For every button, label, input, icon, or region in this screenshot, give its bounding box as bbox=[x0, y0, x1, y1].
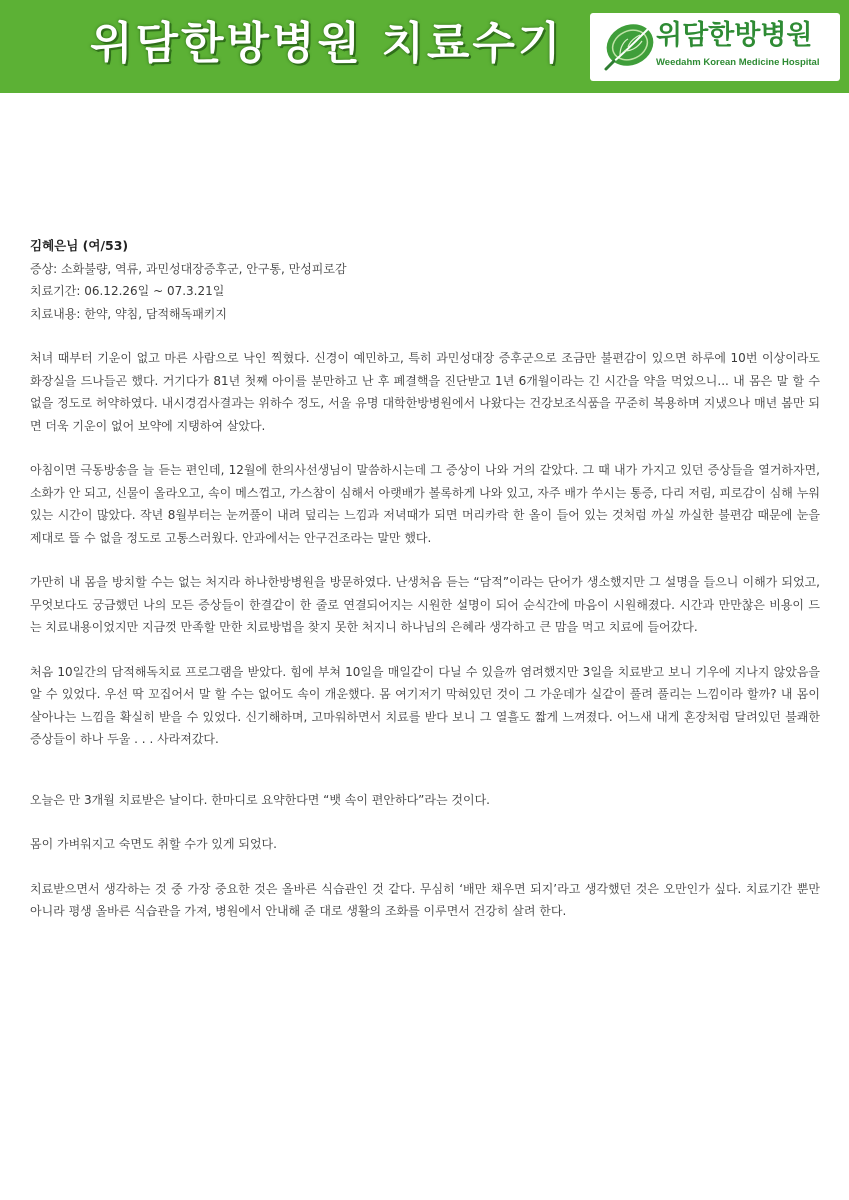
paragraph-treatment: 처음 10일간의 담적해독치료 프로그램을 받았다. 힘에 부쳐 10일을 매일같이 다닐 수 있을까 염려했지만 3일을 치료받고 보니 기우에 지나지 않았음을 알 수 있었다. 우선 딱 꼬집어서 말 할 수는 없어도 속이 개운했다. 몸 여기저기 막혀있던 것이 그 가운데가 실같이 풀려 풀리는 느낌이라 할까? 내 몸이 살아나는 느낌을 확실히 받을 수 있었다. 신기해하며, 고마워하면서 치료를 받다 보니 그 열흘도 짧게 느껴졌다. 어느새 내게 혼장처럼 달려있던 불쾌한 증상들이 하나 두울 . . . 사라져갔다. bbox=[30, 664, 820, 746]
paragraph-history: 처녀 때부터 기운이 없고 마른 사람으로 낙인 찍혔다. 신경이 예민하고, 특히 과민성대장 증후군으로 조금만 불편감이 있으면 하루에 10번 이상이라도 화장실을 드나들곤 했다. 거기다가 81년 첫째 아이를 분만하고 난 후 폐결핵을 진단받고 1년 6개월이라는 긴 시간을 약을 먹었으니... 내 몸은 말 할 수 없을 정도로 허약하였다. 내시경검사결과는 위하수 정도, 서울 유명 대학한방병원에서 나왔다는 건강보조식품을 꾸준히 복용하며 지냈으나 매년 봄만 되면 더욱 기운이 없어 보약에 지탱하여 살았다. bbox=[30, 351, 820, 433]
paragraph-symptoms: 아침이면 극동방송을 늘 듣는 편인데, 12월에 한의사선생님이 말씀하시는데 그 증상이 나와 거의 같았다. 그 때 내가 가지고 있던 증상들을 열거하자면, 소화가 안 되고, 신물이 올라오고, 속이 메스껍고, 가스참이 심해서 아랫배가 볼록하게 나와 있고, 자주 배가 쑤시는 통증, 다리 저림, 피로감이 심해 누워있는 시간이 많았다. 작년 8월부터는 눈꺼풀이 내려 덮리는 느낌과 저녁때가 되면 머리카락 한 올이 들어 있는 것처럼 까실 까실한 불편감 때문에 눈을 제대로 뜰 수 없을 정도로 고통스러웠다. 안과에서는 안구건조라는 말만 했다. bbox=[30, 463, 820, 545]
paragraph-visit: 가만히 내 몸을 방치할 수는 없는 처지라 하나한방병원을 방문하였다. 난생처음 듣는 “담적”이라는 단어가 생소했지만 그 설명을 들으니 이해가 되었고, 무엇보다도 궁금했던 나의 모든 증상들이 한결같이 한 줄로 연결되어지는 시원한 설명이 되어 순식간에 마음이 시원해졌다. 시간과 만만찮은 비용이 드는 치료내용이었지만 지금껏 만족할 만한 치료방법을 찾지 못한 처지니 하나님의 은혜라 생각하고 큰 맘을 먹고 치료에 들어갔다. bbox=[30, 575, 820, 634]
patient-symptoms: 증상: 소화불량, 역류, 과민성대장증후군, 안구통, 만성피로감 bbox=[30, 261, 347, 276]
leaf-logo-icon bbox=[598, 17, 658, 77]
treatment-details: 치료내용: 한약, 약침, 담적해독패키지 bbox=[30, 306, 227, 321]
patient-name: 김혜은님 (여/53) bbox=[30, 238, 129, 253]
treatment-period: 치료기간: 06.12.26일 ~ 07.3.21일 bbox=[30, 284, 225, 298]
header-banner bbox=[0, 0, 849, 93]
hospital-logo bbox=[590, 13, 840, 81]
logo-english-name: Weedahm Korean Medicine Hospital bbox=[656, 57, 820, 68]
paragraph-conclusion: 치료받으면서 생각하는 것 중 가장 중요한 것은 올바른 식습관인 것 같다. 무심히 ‘배만 채우면 되지’라고 생각했던 것은 오만인가 싶다. 치료기간 뿐만 아니라 평생 올바른 식습관을 가져, 병원에서 안내해 준 대로 생활의 조화를 이루면서 건강히 살려 한다. bbox=[30, 881, 820, 918]
logo-name: 위담한방병원 bbox=[656, 20, 813, 51]
testimonial-content bbox=[30, 235, 820, 923]
page-title: 위담한방병원 치료수기 bbox=[90, 18, 564, 69]
paragraph-result: 오늘은 만 3개월 치료받은 날이다. 한마디로 요약한다면 “뱃 속이 편안하다”라는 것이다. bbox=[30, 792, 490, 807]
paragraph-sleep: 몸이 가벼워지고 숙면도 취할 수가 있게 되었다. bbox=[30, 837, 277, 851]
